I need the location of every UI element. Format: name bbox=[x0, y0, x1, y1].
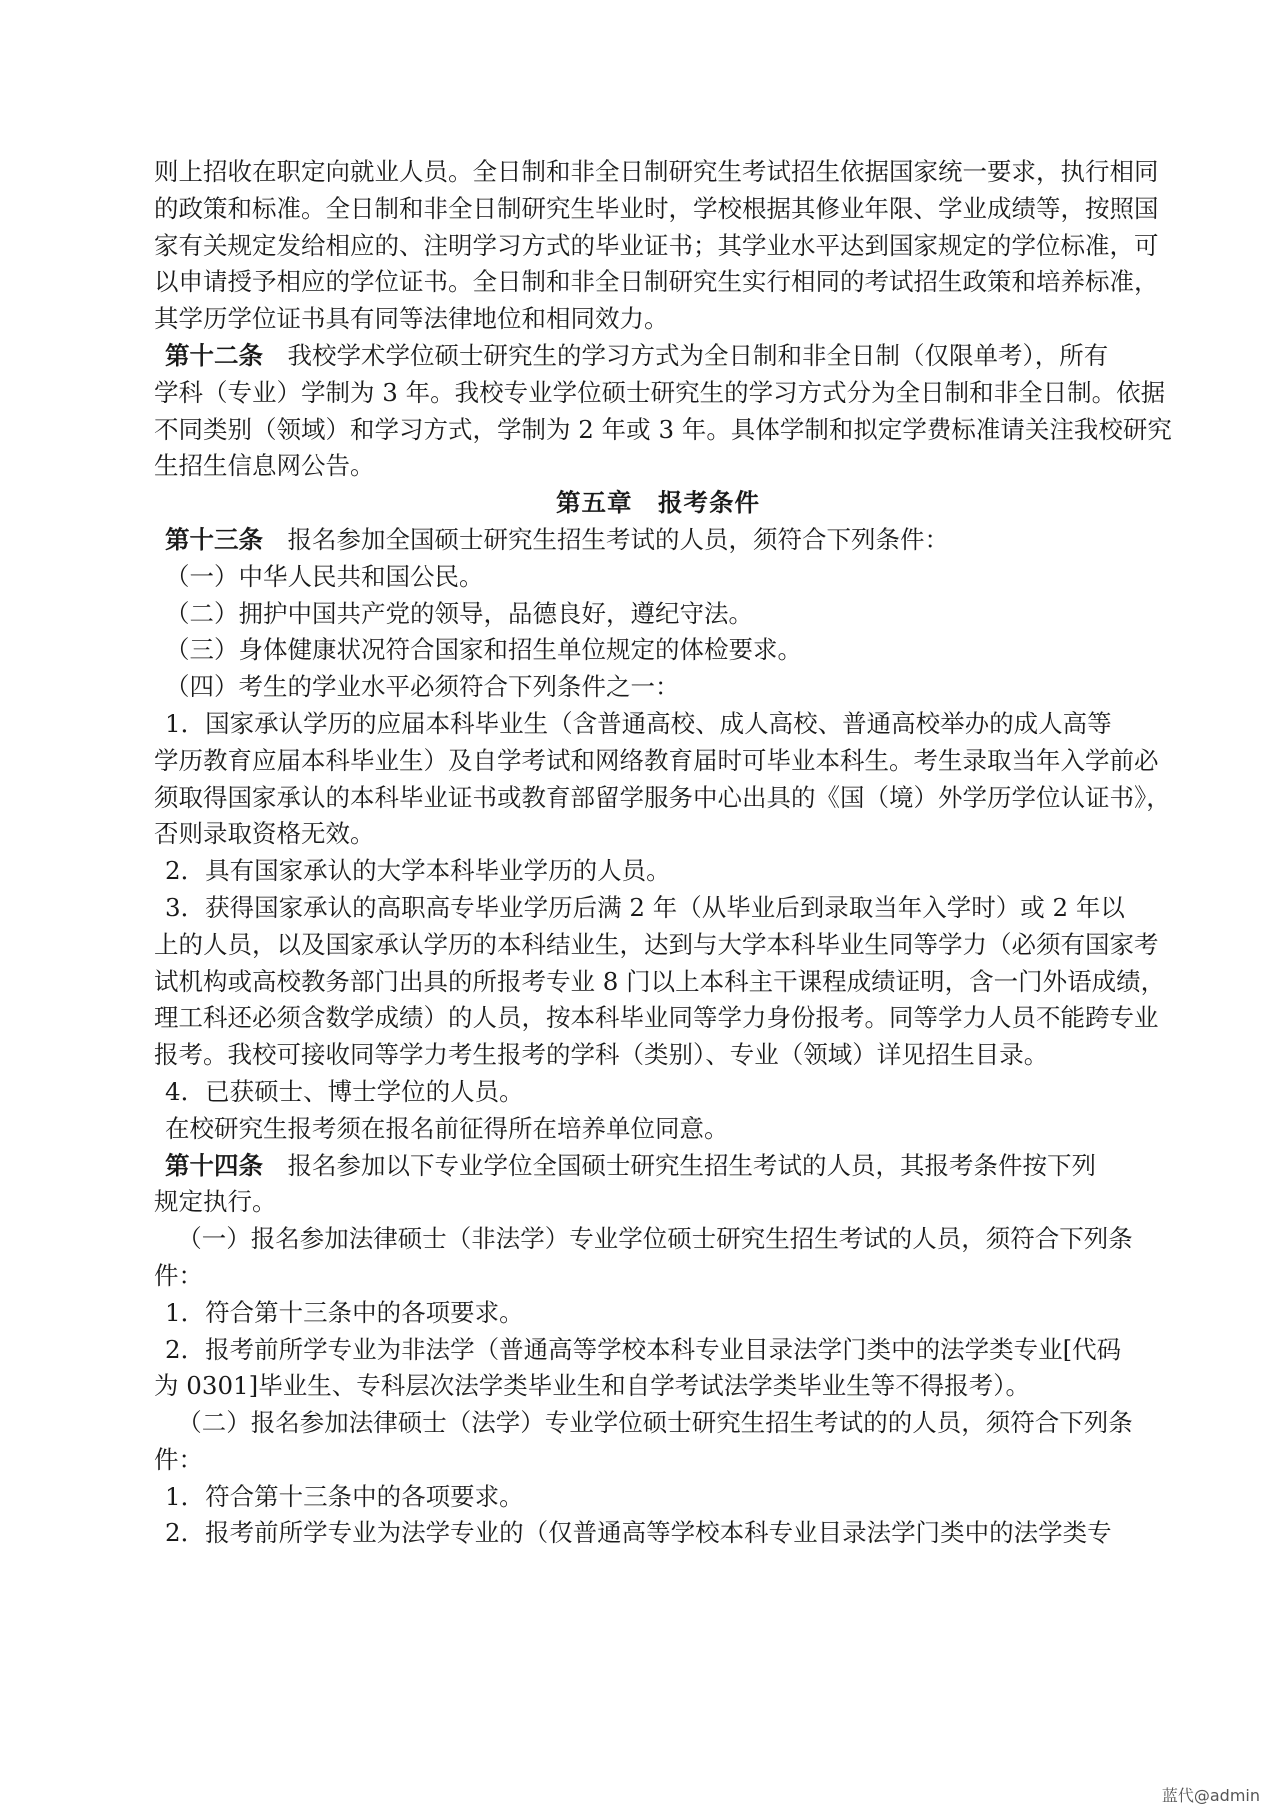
line-text: 件： bbox=[154, 1444, 203, 1474]
text-line bbox=[154, 1221, 1162, 1258]
article-line bbox=[154, 338, 1162, 375]
text-line bbox=[154, 1332, 1162, 1369]
line-text: 1．符合第十三条中的各项要求。 bbox=[165, 1297, 524, 1327]
text-line bbox=[154, 1037, 1162, 1074]
line-text: 试机构或高校教务部门出具的所报考专业 8 门以上本科主干课程成绩证明，含一门外语成绩， bbox=[154, 966, 1166, 996]
page-content bbox=[154, 154, 1172, 1552]
article-line bbox=[154, 1148, 1162, 1185]
line-text: 学科（专业）学制为 3 年。我校专业学位硕士研究生的学习方式分为全日制和非全日制。依据 bbox=[154, 377, 1166, 407]
line-text: 报名参加以下专业学位全国硕士研究生招生考试的人员，其报考条件按下列 bbox=[263, 1150, 1096, 1180]
watermark: 蓝代@admin bbox=[1161, 1786, 1260, 1805]
text-line bbox=[154, 816, 1162, 853]
line-text: 报名参加全国硕士研究生招生考试的人员，须符合下列条件： bbox=[263, 524, 949, 554]
line-text: 1．国家承认学历的应届本科毕业生（含普通高校、成人高校、普通高校举办的成人高等 bbox=[165, 708, 1112, 738]
line-text: （二）报名参加法律硕士（法学）专业学位硕士研究生招生考试的的人员，须符合下列条 bbox=[165, 1408, 1133, 1438]
line-text: 规定执行。 bbox=[154, 1187, 277, 1217]
text-line bbox=[154, 964, 1166, 1001]
text-line bbox=[154, 890, 1162, 927]
text-line bbox=[154, 1000, 1162, 1037]
text-line bbox=[154, 1442, 1162, 1479]
line-text: 须取得国家承认的本科毕业证书或教育部留学服务中心出具的《国（境）外学历学位认证书》， bbox=[154, 782, 1171, 812]
line-text: 2．报考前所学专业为非法学（普通高等学校本科专业目录法学门类中的法学类专业[代码 bbox=[165, 1334, 1122, 1364]
line-text: 件： bbox=[154, 1260, 203, 1290]
text-line bbox=[154, 264, 1162, 301]
article-number: 第十三条 bbox=[165, 524, 263, 554]
text-line bbox=[154, 1405, 1162, 1442]
article-number: 第十四条 bbox=[165, 1150, 263, 1180]
article-number: 第十二条 bbox=[165, 340, 263, 370]
line-text: （二）拥护中国共产党的领导，品德良好，遵纪守法。 bbox=[165, 598, 753, 628]
line-text: 的政策和标准。全日制和非全日制研究生毕业时，学校根据其修业年限、学业成绩等，按照国 bbox=[154, 193, 1159, 223]
text-line bbox=[154, 706, 1162, 743]
line-text: 3．获得国家承认的高职高专毕业学历后满 2 年（从毕业后到录取当年入学时）或 2 年以 bbox=[165, 892, 1125, 922]
line-text: 则上招收在职定向就业人员。全日制和非全日制研究生考试招生依据国家统一要求，执行相同 bbox=[154, 157, 1159, 186]
line-text: 不同类别（领域）和学习方式，学制为 2 年或 3 年。具体学制和拟定学费标准请关注我校研究 bbox=[154, 414, 1172, 444]
line-text: 报考。我校可接收同等学力考生报考的学科（类别）、专业（领域）详见招生目录。 bbox=[154, 1040, 1049, 1070]
line-text: （一）报名参加法律硕士（非法学）专业学位硕士研究生招生考试的人员，须符合下列条 bbox=[165, 1224, 1133, 1254]
text-line bbox=[154, 375, 1166, 412]
line-text: 上的人员，以及国家承认学历的本科结业生，达到与大学本科毕业生同等学力（必须有国家考 bbox=[154, 929, 1159, 959]
line-text: 理工科还必须含数学成绩）的人员，按本科毕业同等学力身份报考。同等学力人员不能跨专业 bbox=[154, 1003, 1159, 1033]
text-line bbox=[154, 412, 1172, 449]
text-line bbox=[154, 154, 1162, 191]
text-line bbox=[154, 559, 1162, 596]
text-line bbox=[154, 780, 1171, 817]
text-line bbox=[154, 1479, 1162, 1516]
line-text: 其学历学位证书具有同等法律地位和相同效力。 bbox=[154, 304, 669, 334]
line-text: 否则录取资格无效。 bbox=[154, 819, 375, 849]
line-text: 以申请授予相应的学位证书。全日制和非全日制研究生实行相同的考试招生政策和培养标准， bbox=[154, 267, 1159, 297]
text-line bbox=[154, 1368, 1162, 1405]
line-text: 在校研究生报考须在报名前征得所在培养单位同意。 bbox=[165, 1113, 729, 1143]
line-text: 2．报考前所学专业为法学专业的（仅普通高等学校本科专业目录法学门类中的法学类专 bbox=[165, 1518, 1112, 1548]
text-line bbox=[154, 448, 1162, 485]
line-text: 学历教育应届本科毕业生）及自学考试和网络教育届时可毕业本科生。考生录取当年入学前必 bbox=[154, 745, 1159, 775]
line-text: 家有关规定发给相应的、注明学习方式的毕业证书；其学业水平达到国家规定的学位标准，可 bbox=[154, 230, 1159, 260]
text-line bbox=[154, 228, 1162, 265]
text-line bbox=[154, 1184, 1162, 1221]
line-text: 我校学术学位硕士研究生的学习方式为全日制和非全日制（仅限单考），所有 bbox=[263, 340, 1109, 370]
text-line bbox=[154, 743, 1162, 780]
text-line bbox=[154, 301, 1162, 338]
text-line bbox=[154, 1295, 1162, 1332]
text-line bbox=[154, 927, 1162, 964]
text-line bbox=[154, 632, 1162, 669]
text-line bbox=[154, 191, 1162, 228]
line-text: 1．符合第十三条中的各项要求。 bbox=[165, 1481, 524, 1511]
text-line bbox=[154, 1515, 1162, 1552]
line-text: 生招生信息网公告。 bbox=[154, 451, 375, 481]
line-text: （三）身体健康状况符合国家和招生单位规定的体检要求。 bbox=[165, 635, 802, 665]
chapter-heading: 第五章 报考条件 bbox=[556, 488, 760, 518]
line-text: （一）中华人民共和国公民。 bbox=[165, 561, 484, 591]
line-text: （四）考生的学业水平必须符合下列条件之一： bbox=[165, 672, 680, 702]
text-line bbox=[154, 669, 1162, 706]
line-text: 2．具有国家承认的大学本科毕业学历的人员。 bbox=[165, 856, 671, 886]
text-line bbox=[154, 853, 1162, 890]
text-line bbox=[154, 1258, 1162, 1295]
text-line bbox=[154, 596, 1162, 633]
text-line bbox=[154, 1111, 1162, 1148]
article-line bbox=[154, 522, 1162, 559]
line-text: 4．已获硕士、博士学位的人员。 bbox=[165, 1076, 524, 1106]
line-text: 为 0301]毕业生、专科层次法学类毕业生和自学考试法学类毕业生等不得报考）。 bbox=[154, 1371, 1030, 1401]
text-line bbox=[154, 1074, 1162, 1111]
